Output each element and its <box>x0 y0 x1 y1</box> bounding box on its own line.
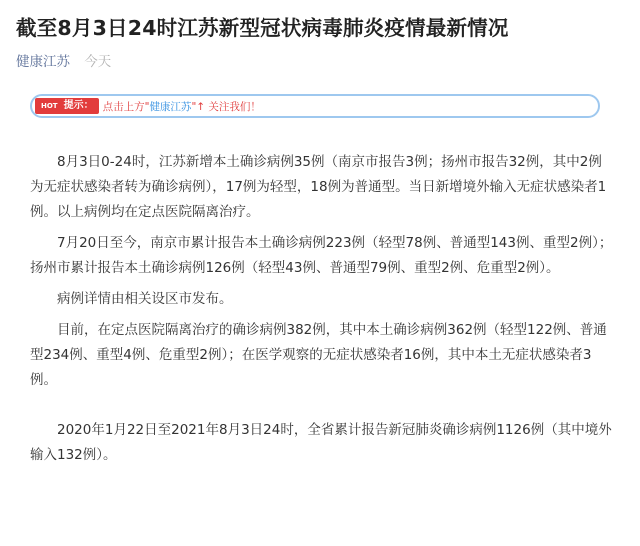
paragraph-cumulative-local: 7月20日至今，南京市累计报告本土确诊病例223例（轻型78例、普通型143例、重型2例）；扬州市累计报告本土确诊病例126例（轻型43例、普通型79例、重型2例、危重型2例）。 <box>30 235 613 276</box>
notice-text-before: 点击上方" <box>102 100 150 113</box>
account-name-link[interactable]: 健康江苏 <box>16 54 70 70</box>
notice-text-after: "↑ 关注我们！ <box>191 100 261 113</box>
notice-label <box>35 98 99 114</box>
paragraph-province-total: 2020年1月22日至2021年8月3日24时，全省累计报告新冠肺炎确诊病例1126例（其中境外输入132例）。 <box>30 422 612 463</box>
paragraph-spacer <box>30 399 614 418</box>
paragraph-details-note: 病例详情由相关设区市发布。 <box>57 291 233 307</box>
paragraph-current-treatment: 目前，在定点医院隔离治疗的确诊病例382例，其中本土确诊病例362例（轻型122例、普通型234例、重型4例、危重型2例）；在医学观察的无症状感染者16例，其中本土无症状感染者3例。 <box>30 322 607 388</box>
article-body <box>30 150 614 474</box>
article-title: 截至8月3日24时江苏新型冠状病毒肺炎疫情最新情况 <box>16 16 509 40</box>
article-meta <box>16 50 111 70</box>
paragraph-new-cases: 8月3日0-24时，江苏新增本土确诊病例35例（南京市报告3例；扬州市报告32例，其中2例为无症状感染者转为确诊病例），17例为轻型，18例为普通型。当日新增境外输入无症状感染者1例。以上病例均在定点医院隔离治疗。 <box>30 154 607 220</box>
notice-account-link[interactable]: 健康江苏 <box>149 100 192 113</box>
publish-time: 今天 <box>84 54 112 70</box>
follow-notice-bar[interactable] <box>30 94 600 118</box>
hot-badge: HOT <box>38 101 61 111</box>
notice-label-text: 提示： <box>63 100 94 111</box>
